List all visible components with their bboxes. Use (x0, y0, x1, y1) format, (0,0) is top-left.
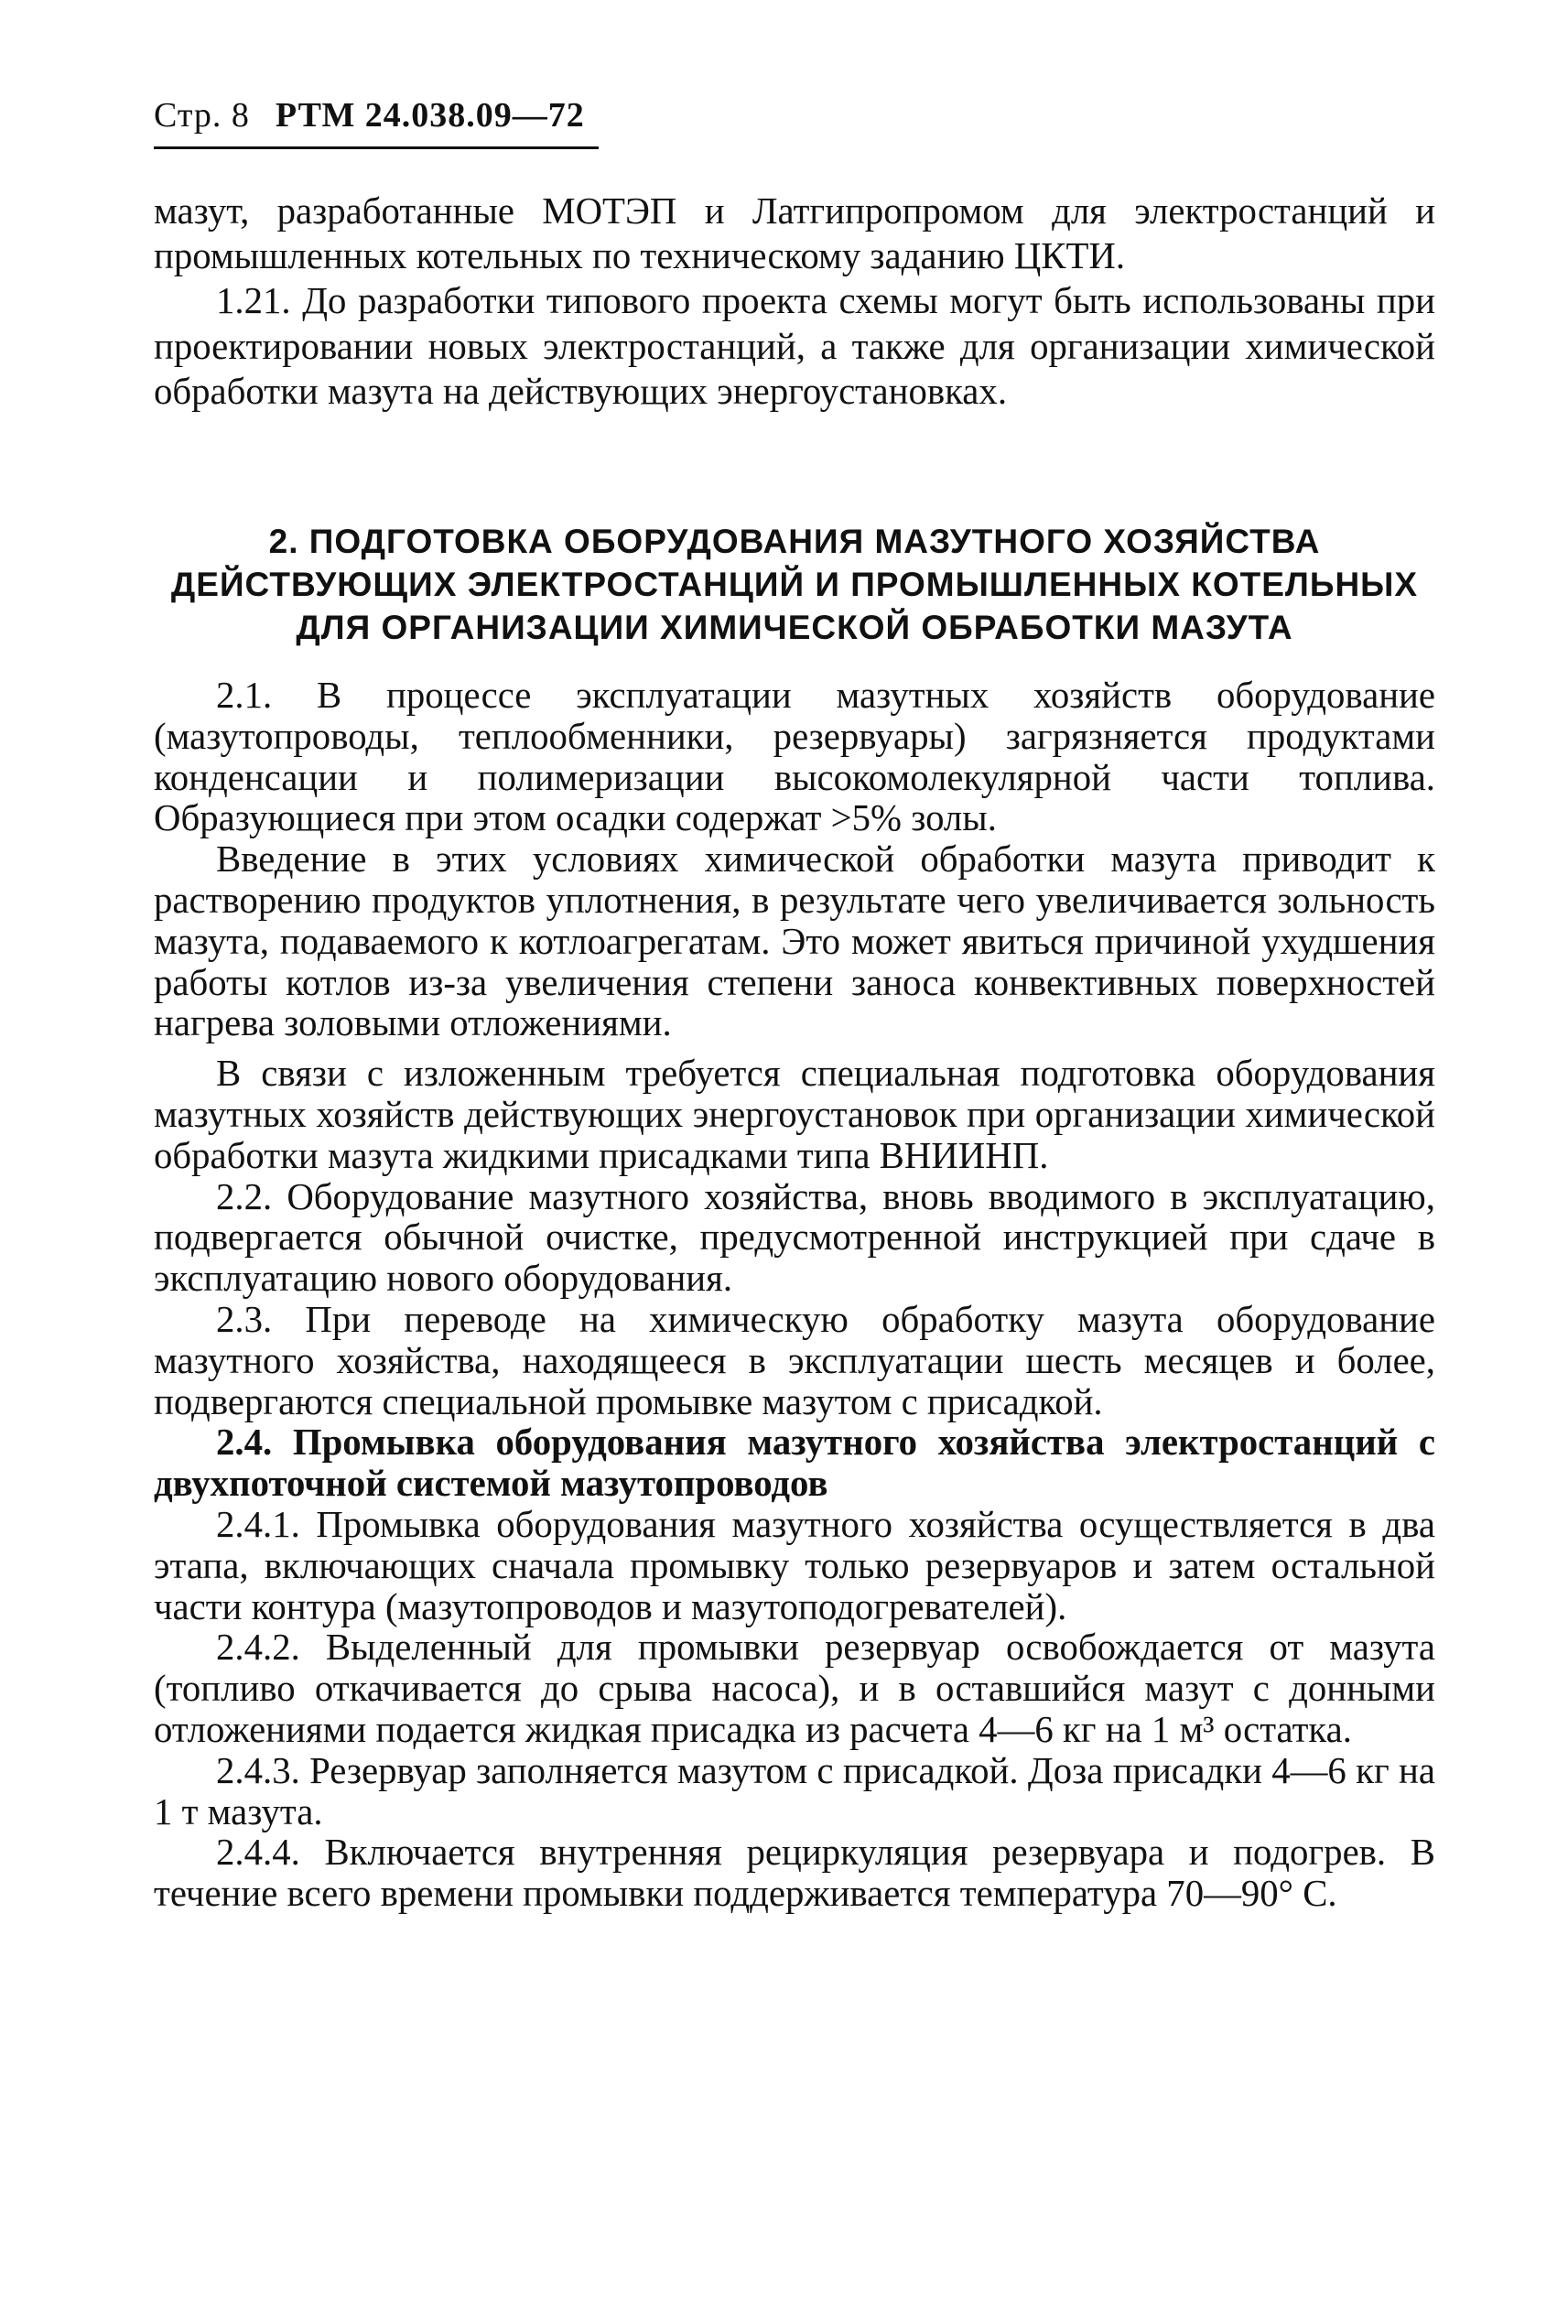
paragraph-2-4-2: 2.4.2. Выделенный для промывки резервуар освобождается от мазута (топливо откачивается до срыва насоса), и в оставшийся мазут с донными отложениями подается жидкая присадка из расчета 4—6 кг на 1 м³ остатка. (154, 1627, 1435, 1750)
heading-line: ДЛЯ ОРГАНИЗАЦИИ ХИМИЧЕСКОЙ ОБРАБОТКИ МАЗУТА (296, 609, 1293, 646)
heading-line: ДЕЙСТВУЮЩИХ ЭЛЕКТРОСТАНЦИЙ И ПРОМЫШЛЕННЫХ КОТЕЛЬНЫХ (170, 566, 1419, 603)
section-2-heading (154, 520, 1435, 649)
document-code: РТМ 24.038.09—72 (275, 96, 585, 135)
paragraph-2-4-4: 2.4.4. Включается внутренняя рециркуляция резервуара и подогрев. В течение всего времени промывки поддерживается температура 70—90° С. (154, 1832, 1435, 1915)
paragraph-2-4-3: 2.4.3. Резервуар заполняется мазутом с присадкой. Доза присадки 4—6 кг на 1 т мазута. (154, 1749, 1435, 1832)
section-2-body (154, 676, 1435, 1915)
heading-line: 2. ПОДГОТОВКА ОБОРУДОВАНИЯ МАЗУТНОГО ХОЗЯЙСТВА (268, 523, 1321, 560)
intro-text (154, 189, 1435, 414)
page-header (154, 95, 585, 135)
paragraph-2-3: 2.3. При переводе на химическую обработку мазута оборудование мазутного хозяйства, находящееся в эксплуатации шесть месяцев и более, подвергаются специальной промывке мазутом с присадкой. (154, 1298, 1435, 1422)
paragraph-2-1: 2.1. В процессе эксплуатации мазутных хозяйств оборудование (мазутопроводы, теплообменники, резервуары) загрязняется продуктами конденсации и полимеризации высокомолекулярной части топлива. Образующиеся при этом осадки содержат >5% золы. (154, 675, 1435, 839)
subsection-2-4-title: 2.4. Промывка оборудования мазутного хозяйства электростанций с двухпоточной системой мазутопроводов (154, 1421, 1435, 1505)
paragraph-2-1-b: Введение в этих условиях химической обработки мазута приводит к растворению продуктов уплотнения, в результате чего увеличивается зольность мазута, подаваемого к котлоагрегатам. Это может явиться причиной ухудшения работы котлов из-за увеличения степени заноса конвективных поверхностей нагрева золовыми отложениями. (154, 838, 1435, 1044)
header-rule (154, 146, 599, 149)
page-number: Стр. 8 (154, 96, 250, 135)
paragraph-2-4-1: 2.4.1. Промывка оборудования мазутного хозяйства осуществляется в два этапа, включающих сначала промывку только резервуаров и затем остальной части контура (мазутопроводов и мазутоподогревателей). (154, 1503, 1435, 1627)
paragraph-continuation: мазут, разработанные МОТЭП и Латгипропромом для электростанций и промышленных котельных по техническому заданию ЦКТИ. (154, 190, 1435, 277)
paragraph-2-2: 2.2. Оборудование мазутного хозяйства, вновь вводимого в эксплуатацию, подвергается обычной очистке, предусмотренной инструкцией при сдаче в эксплуатацию нового оборудования. (154, 1175, 1435, 1300)
paragraph-1-21: 1.21. До разработки типового проекта схемы могут быть использованы при проектировании новых электростанций, а также для организации химической обработки мазута на действующих энергоустановках. (154, 280, 1435, 412)
paragraph-2-1-c: В связи с изложенным требуется специальная подготовка оборудования мазутных хозяйств действующих энергоустановок при организации химической обработки мазута жидкими присадками типа ВНИИНП. (154, 1053, 1435, 1176)
